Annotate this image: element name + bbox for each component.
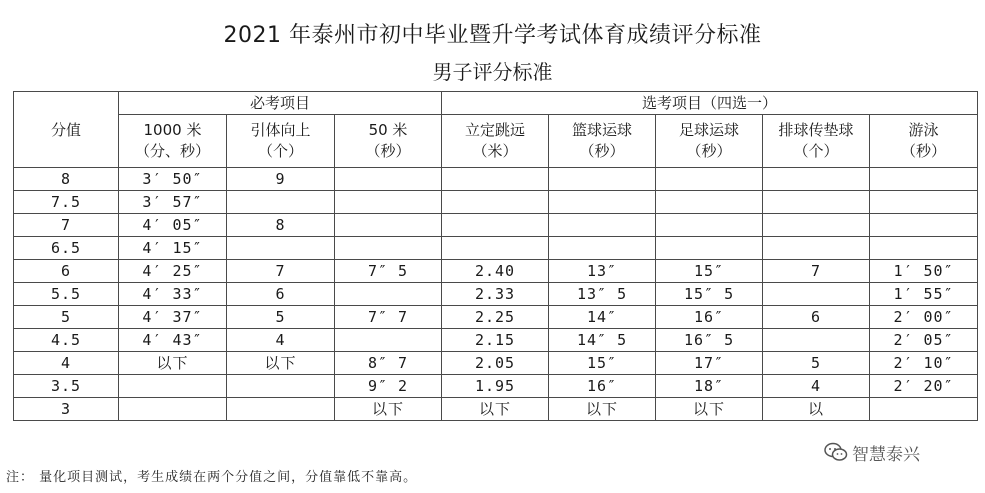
table-cell: 14″ 5 xyxy=(549,329,656,352)
table-cell xyxy=(119,398,227,421)
score-cell: 8 xyxy=(14,168,119,191)
table-cell: 8″ 7 xyxy=(335,352,442,375)
table-cell xyxy=(442,237,549,260)
table-cell: 6 xyxy=(227,283,335,306)
table-cell: 13″ xyxy=(549,260,656,283)
table-cell: 6 xyxy=(763,306,870,329)
column-unit: （秒） xyxy=(579,142,625,160)
column-name: 排球传垫球 xyxy=(778,121,854,139)
column-name: 立定跳远 xyxy=(465,121,526,139)
table-cell xyxy=(442,214,549,237)
required-group-header: 必考项目 xyxy=(119,92,442,115)
table-row xyxy=(14,168,978,191)
table-cell xyxy=(763,214,870,237)
column-name: 1000 米 xyxy=(143,121,202,139)
column-unit: （分、秒） xyxy=(134,142,210,160)
table-cell: 2.15 xyxy=(442,329,549,352)
table-cell xyxy=(335,283,442,306)
table-cell: 2′ 20″ xyxy=(870,375,978,398)
table-cell xyxy=(227,398,335,421)
column-unit: （秒） xyxy=(686,142,732,160)
score-cell: 6 xyxy=(14,260,119,283)
score-cell: 5.5 xyxy=(14,283,119,306)
table-cell: 15″ 5 xyxy=(656,283,763,306)
table-cell: 以下 xyxy=(656,398,763,421)
table-cell: 4′ 15″ xyxy=(119,237,227,260)
table-cell xyxy=(335,237,442,260)
table-cell: 7″ 5 xyxy=(335,260,442,283)
table-cell: 17″ xyxy=(656,352,763,375)
wechat-icon xyxy=(824,442,848,462)
column-header xyxy=(656,115,763,168)
table-cell: 2.05 xyxy=(442,352,549,375)
column-header xyxy=(119,115,227,168)
table-cell: 7″ 7 xyxy=(335,306,442,329)
score-table xyxy=(13,91,978,421)
score-cell: 3.5 xyxy=(14,375,119,398)
table-cell: 1′ 55″ xyxy=(870,283,978,306)
table-cell xyxy=(656,168,763,191)
table-cell xyxy=(335,191,442,214)
table-cell: 1′ 50″ xyxy=(870,260,978,283)
column-header xyxy=(442,115,549,168)
table-row xyxy=(14,398,978,421)
table-cell: 3′ 50″ xyxy=(119,168,227,191)
table-cell xyxy=(763,191,870,214)
table-cell: 4 xyxy=(763,375,870,398)
table-row xyxy=(14,283,978,306)
table-cell: 16″ 5 xyxy=(656,329,763,352)
table-cell: 16″ xyxy=(656,306,763,329)
column-name: 50 米 xyxy=(368,121,408,139)
table-cell xyxy=(656,191,763,214)
elective-group-header: 选考项目（四选一） xyxy=(442,92,978,115)
column-header xyxy=(549,115,656,168)
column-name: 游泳 xyxy=(908,121,939,139)
table-cell: 2′ 10″ xyxy=(870,352,978,375)
table-cell xyxy=(870,214,978,237)
table-cell: 以 xyxy=(763,398,870,421)
table-row xyxy=(14,191,978,214)
table-cell xyxy=(119,375,227,398)
table-cell: 4′ 43″ xyxy=(119,329,227,352)
column-header xyxy=(763,115,870,168)
table-row xyxy=(14,306,978,329)
table-row xyxy=(14,375,978,398)
column-unit: （秒） xyxy=(901,142,947,160)
table-cell xyxy=(227,375,335,398)
footnote: 注： 量化项目测试，考生成绩在两个分值之间，分值靠低不靠高。 xyxy=(6,470,418,485)
column-unit: （个） xyxy=(257,142,303,160)
column-header xyxy=(335,115,442,168)
table-cell xyxy=(335,214,442,237)
table-cell: 7 xyxy=(763,260,870,283)
table-cell: 8 xyxy=(227,214,335,237)
table-cell xyxy=(227,237,335,260)
score-cell: 4 xyxy=(14,352,119,375)
column-unit: （米） xyxy=(472,142,518,160)
table-row xyxy=(14,352,978,375)
table-cell: 15″ xyxy=(549,352,656,375)
table-row xyxy=(14,329,978,352)
table-cell: 5 xyxy=(763,352,870,375)
watermark xyxy=(818,440,926,464)
score-cell: 6.5 xyxy=(14,237,119,260)
table-cell: 14″ xyxy=(549,306,656,329)
table-cell: 9″ 2 xyxy=(335,375,442,398)
table-cell xyxy=(763,168,870,191)
score-cell: 7 xyxy=(14,214,119,237)
table-cell: 2.33 xyxy=(442,283,549,306)
table-cell xyxy=(549,214,656,237)
column-name: 引体向上 xyxy=(250,121,311,139)
table-cell: 4′ 33″ xyxy=(119,283,227,306)
table-cell: 5 xyxy=(227,306,335,329)
column-header xyxy=(227,115,335,168)
table-cell: 18″ xyxy=(656,375,763,398)
page-title: 2021 年泰州市初中毕业暨升学考试体育成绩评分标准 xyxy=(223,23,762,48)
table-cell xyxy=(870,237,978,260)
table-cell: 2.25 xyxy=(442,306,549,329)
watermark-text: 智慧泰兴 xyxy=(852,444,920,465)
table-cell xyxy=(549,191,656,214)
table-cell xyxy=(870,191,978,214)
table-row xyxy=(14,260,978,283)
score-cell: 4.5 xyxy=(14,329,119,352)
table-cell xyxy=(763,283,870,306)
table-row xyxy=(14,214,978,237)
table-cell xyxy=(656,237,763,260)
column-name: 篮球运球 xyxy=(572,121,633,139)
table-cell: 13″ 5 xyxy=(549,283,656,306)
table-cell: 以下 xyxy=(442,398,549,421)
table-cell xyxy=(442,191,549,214)
table-cell xyxy=(656,214,763,237)
table-cell: 7 xyxy=(227,260,335,283)
table-cell xyxy=(870,398,978,421)
table-cell: 2.40 xyxy=(442,260,549,283)
table-cell: 15″ xyxy=(656,260,763,283)
table-cell: 以下 xyxy=(227,352,335,375)
table-cell: 9 xyxy=(227,168,335,191)
table-cell: 4′ 05″ xyxy=(119,214,227,237)
score-cell: 5 xyxy=(14,306,119,329)
table-cell xyxy=(549,237,656,260)
page-subtitle: 男子评分标准 xyxy=(432,60,553,84)
table-cell: 以下 xyxy=(119,352,227,375)
table-cell: 2′ 00″ xyxy=(870,306,978,329)
column-name: 足球运球 xyxy=(679,121,740,139)
table-cell xyxy=(335,329,442,352)
table-cell: 2′ 05″ xyxy=(870,329,978,352)
table-cell: 3′ 57″ xyxy=(119,191,227,214)
table-cell: 4′ 25″ xyxy=(119,260,227,283)
table-cell xyxy=(227,191,335,214)
table-cell: 以下 xyxy=(335,398,442,421)
column-header xyxy=(870,115,978,168)
table-cell xyxy=(335,168,442,191)
column-unit: （秒） xyxy=(365,142,411,160)
table-cell: 16″ xyxy=(549,375,656,398)
column-unit: （个） xyxy=(793,142,839,160)
score-cell: 7.5 xyxy=(14,191,119,214)
table-cell: 1.95 xyxy=(442,375,549,398)
table-cell: 4 xyxy=(227,329,335,352)
table-row xyxy=(14,237,978,260)
table-cell xyxy=(870,168,978,191)
table-cell xyxy=(442,168,549,191)
table-cell xyxy=(763,329,870,352)
table-cell xyxy=(763,237,870,260)
score-header: 分值 xyxy=(14,92,119,168)
score-cell: 3 xyxy=(14,398,119,421)
table-cell: 4′ 37″ xyxy=(119,306,227,329)
table-cell: 以下 xyxy=(549,398,656,421)
table-cell xyxy=(549,168,656,191)
